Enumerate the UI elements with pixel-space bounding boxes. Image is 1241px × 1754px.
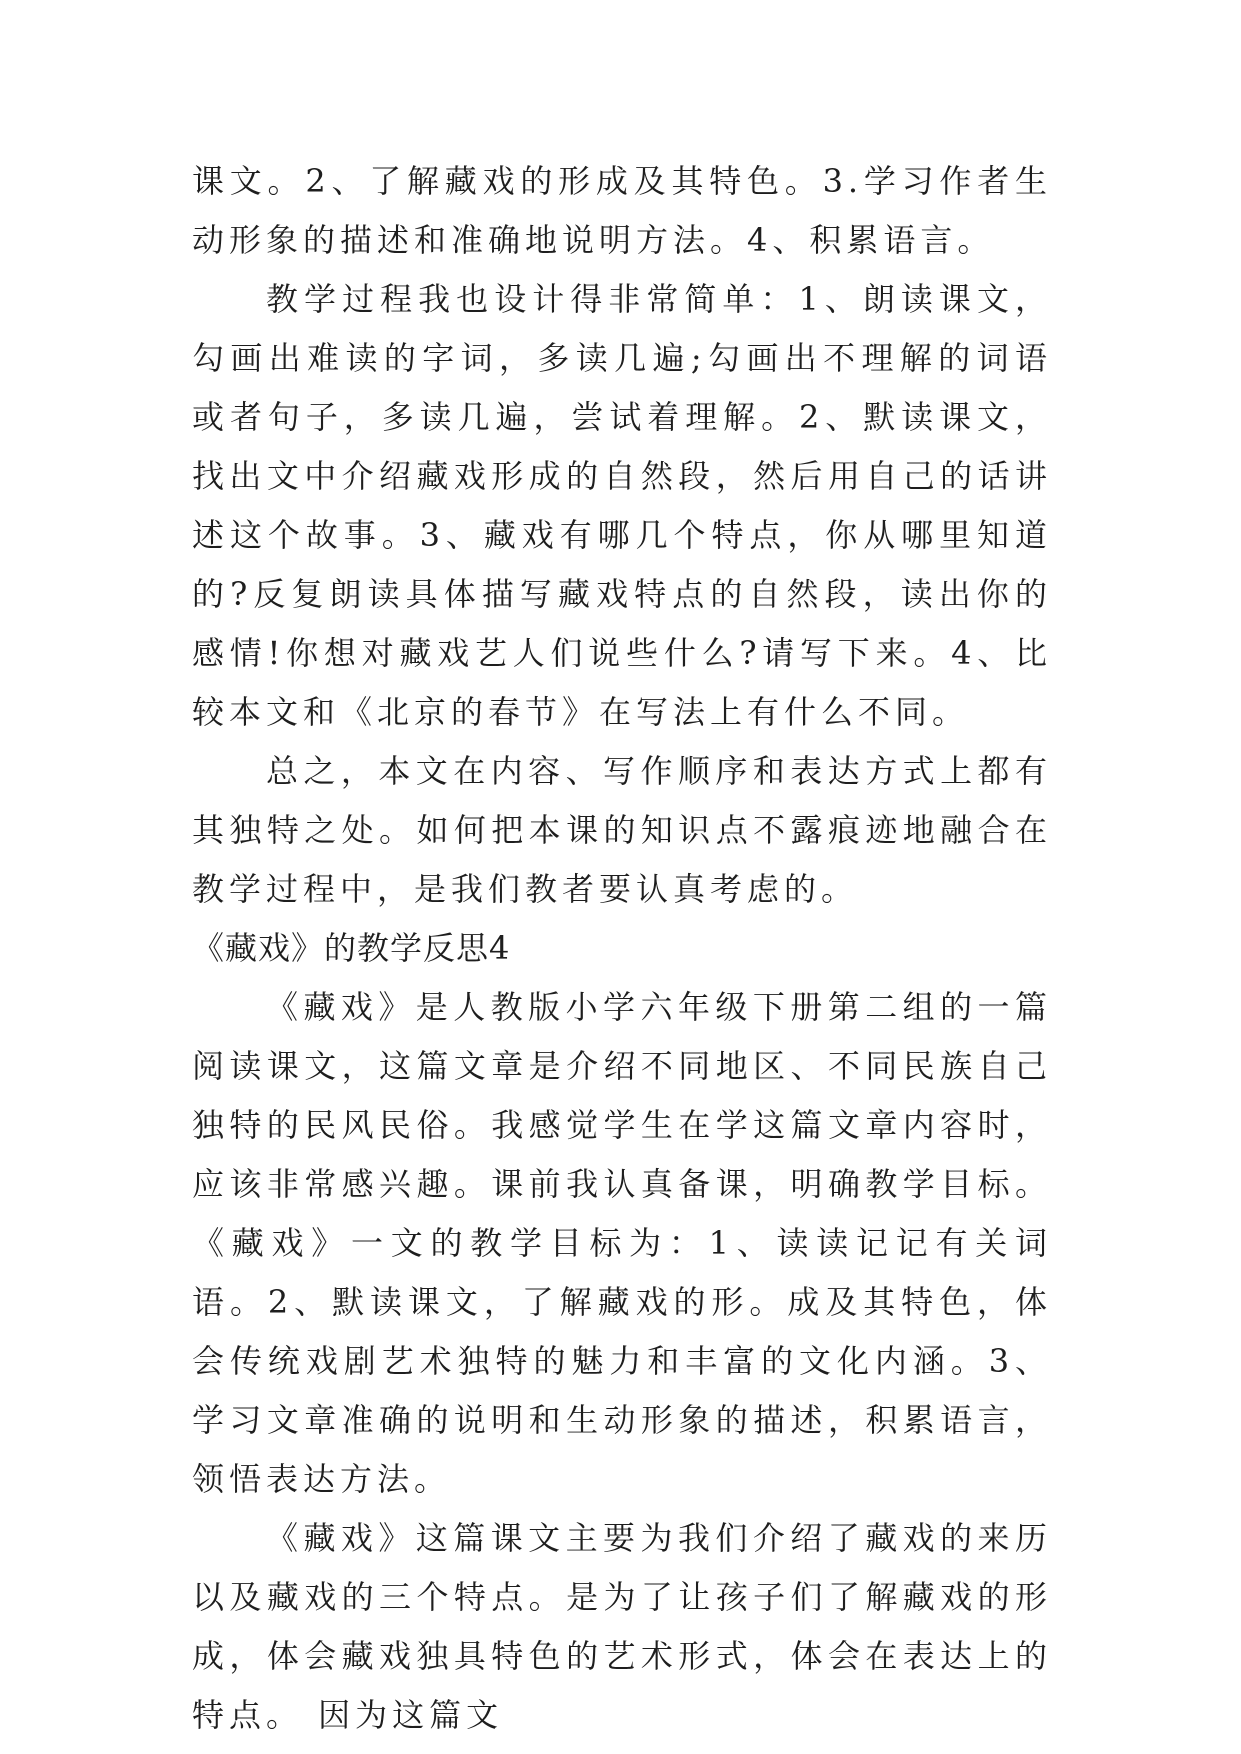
- paragraph-introduction: 《藏戏》是人教版小学六年级下册第二组的一篇阅读课文，这篇文章是介绍不同地区、不同民族自己独特的民风民俗。我感觉学生在学这篇文章内容时，应该非常感兴趣。课前我认真备课，明确教学目标。《藏戏》一文的教学目标为：1、读读记记有关词语。2、默读课文，了解藏戏的形。成及其特色，体会传统戏剧艺术独特的魅力和丰富的文化内涵。3、学习文章准确的说明和生动形象的描述，积累语言，领悟表达方法。: [192, 988, 1052, 1498]
- paragraph-continued: 课文。2、了解藏戏的形成及其特色。3.学习作者生动形象的描述和准确地说明方法。4、积累语言。: [192, 162, 1052, 259]
- section-heading: 《藏戏》的教学反思4: [192, 929, 511, 967]
- paragraph-summary: 总之，本文在内容、写作顺序和表达方式上都有其独特之处。如何把本课的知识点不露痕迹地融合在教学过程中，是我们教者要认真考虑的。: [192, 752, 1052, 908]
- paragraph-lesson-content: 《藏戏》这篇课文主要为我们介绍了藏戏的来历以及藏戏的三个特点。是为了让孩子们了解藏戏的形成，体会藏戏独具特色的艺术形式，体会在表达上的特点。 因为这篇文: [192, 1519, 1052, 1734]
- paragraph-teaching-process: 教学过程我也设计得非常简单：1、朗读课文，勾画出难读的字词，多读几遍;勾画出不理解的词语或者句子，多读几遍，尝试着理解。2、默读课文，找出文中介绍藏戏形成的自然段，然后用自己的话讲述这个故事。3、藏戏有哪几个特点，你从哪里知道的?反复朗读具体描写藏戏特点的自然段，读出你的感情!你想对藏戏艺人们说些什么?请写下来。4、比较本文和《北京的春节》在写法上有什么不同。: [192, 280, 1052, 731]
- document-body: [192, 152, 1052, 1745]
